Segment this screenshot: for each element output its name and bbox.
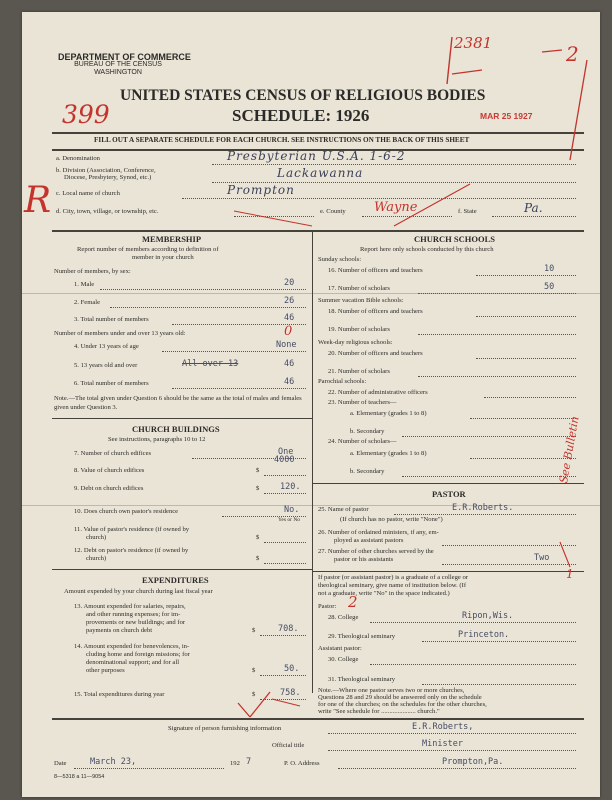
signature-label: Signature of person furnishing information <box>168 725 282 732</box>
q13-line-1: 13. Amount expended for salaries, repairs, <box>74 603 186 610</box>
q31-line <box>422 684 576 685</box>
q22-line <box>484 397 576 398</box>
city-label: d. City, town, village, or township, etc. <box>56 208 159 215</box>
summer-schools-label: Summer vacation Bible schools: <box>318 297 404 304</box>
q6-label: 6. Total number of members <box>74 380 149 387</box>
q20-line <box>476 358 576 359</box>
q20-label: 20. Number of officers and teachers <box>328 350 423 357</box>
q26-line-2: ployed as assistant pastors <box>334 537 404 544</box>
q25-note: (If church has no pastor, write "None") <box>340 516 443 523</box>
q25-value[interactable]: E.R.Roberts. <box>452 503 514 513</box>
q7-label: 7. Number of church edifices <box>74 450 152 457</box>
q2-value[interactable]: 26 <box>284 296 295 306</box>
q9-line <box>264 493 306 494</box>
q23a-line <box>470 418 576 419</box>
signature-value[interactable]: E.R.Roberts, <box>412 722 474 732</box>
q13-line-3: provements or new buildings; and for <box>86 619 186 626</box>
q8-line <box>264 475 306 476</box>
year-prefix: 192 <box>230 760 240 767</box>
q27-line-2: pastor or his assistants <box>334 556 394 563</box>
bureau-city: WASHINGTON <box>94 69 142 76</box>
q15-dollar: $ <box>252 691 256 698</box>
q11-label: 11. Value of pastor's residence (if owned by <box>74 526 190 533</box>
church-name-label: c. Local name of church <box>56 190 120 197</box>
margin-check-mark: 1 <box>566 567 574 581</box>
q12-label: 12. Debt on pastor's residence (if owned by <box>74 547 189 554</box>
q19-label: 19. Number of scholars <box>328 326 390 333</box>
po-address-value[interactable]: Prompton,Pa. <box>442 757 504 767</box>
membership-instruction-2: member in your church <box>132 254 194 261</box>
section-rule <box>52 418 312 419</box>
q5-value[interactable]: 46 <box>284 359 295 369</box>
q14-line-1: 14. Amount expended for benevolences, in- <box>74 643 190 650</box>
official-title-value[interactable]: Minister <box>422 739 463 749</box>
q17-value[interactable]: 50 <box>544 282 555 292</box>
membership-note: Note.—The total given under Question 6 should be the same as the total of males and females given under Question 3. <box>54 395 302 411</box>
received-date-stamp: MAR 25 1927 <box>480 111 533 121</box>
q1-label: 1. Male <box>74 281 95 288</box>
q17-label: 17. Number of scholars <box>328 285 390 292</box>
census-form <box>22 12 600 797</box>
q6-line <box>172 388 306 389</box>
official-title-label: Official title <box>272 742 305 749</box>
q15-value[interactable]: 758. <box>280 688 301 698</box>
section-rule <box>52 569 312 570</box>
q11-dollar: $ <box>256 534 260 541</box>
date-value[interactable]: March 23, <box>90 757 137 767</box>
q14-line-2: cluding home and foreign missions; for <box>86 651 190 658</box>
assistant-pastor-subheading: Assistant pastor: <box>318 645 362 652</box>
q23b-line <box>402 436 576 437</box>
q12-label-2: church) <box>86 555 107 562</box>
q13-line-2: and other running expenses; for im- <box>86 611 181 618</box>
red-stroke <box>570 60 587 160</box>
q16-line <box>476 275 576 276</box>
q5-label: 5. 13 years old and over <box>74 362 138 369</box>
red-stroke <box>234 211 312 226</box>
q3-value[interactable]: 46 <box>284 313 295 323</box>
q26-line-1: 26. Number of ordained ministers, if any, em- <box>318 529 439 536</box>
q2-line <box>110 307 306 308</box>
q13-value[interactable]: 708. <box>278 624 299 634</box>
q14-value[interactable]: 50. <box>284 664 300 674</box>
q7-value[interactable]: One <box>278 447 294 457</box>
q27-line <box>442 564 576 565</box>
q4-value[interactable]: None <box>276 340 297 350</box>
pastor-heading: PASTOR <box>432 489 466 499</box>
graduate-instruction-1: If pastor (or assistant pastor) is a graduate of a college or <box>318 574 468 581</box>
q18-line <box>476 316 576 317</box>
bureau-name: BUREAU OF THE CENSUS <box>74 61 162 68</box>
buildings-instruction: See instructions, paragraphs 10 to 12 <box>108 436 206 443</box>
q1-line <box>100 289 306 290</box>
pastor-red-mark: 2 <box>348 593 358 611</box>
margin-note: See Bulletin <box>557 415 582 485</box>
q27-line-1: 27. Number of other churches served by the <box>318 548 434 555</box>
q8-dollar: $ <box>256 467 260 474</box>
q9-value[interactable]: 120. <box>280 482 301 492</box>
q22-label: 22. Number of administrative officers <box>328 389 428 396</box>
q28-line <box>370 622 576 623</box>
q4-label: 4. Under 13 years of age <box>74 343 139 350</box>
date-line <box>74 768 224 769</box>
q18-label: 18. Number of officers and teachers <box>328 308 423 315</box>
membership-heading: MEMBERSHIP <box>142 234 202 244</box>
q29-value[interactable]: Princeton. <box>458 630 510 640</box>
q19-line <box>418 334 576 335</box>
q14-line-4: other purposes <box>86 667 125 674</box>
q12-dollar: $ <box>256 555 260 562</box>
q10-value[interactable]: No. <box>284 505 300 515</box>
q21-label: 21. Number of scholars <box>328 368 390 375</box>
section-rule <box>312 571 584 572</box>
members-by-sex-label: Number of members, by sex: <box>54 268 131 275</box>
q3-label: 3. Total number of members <box>74 316 149 323</box>
q4-correction: 0 <box>284 324 293 339</box>
q24-label: 24. Number of scholars— <box>328 438 397 445</box>
q27-value[interactable]: Two <box>534 553 550 563</box>
red-stroke <box>542 50 562 52</box>
left-margin-mark: R <box>24 180 52 221</box>
q1-value[interactable]: 20 <box>284 278 295 288</box>
date-label: Date <box>54 760 67 767</box>
q14-line <box>260 675 306 676</box>
left-file-number: 399 <box>62 100 110 129</box>
q23-label: 23. Number of teachers— <box>328 399 397 406</box>
top-right-number: 2381 <box>454 34 493 52</box>
red-stroke <box>272 699 300 706</box>
expenditures-heading: EXPENDITURES <box>142 575 209 585</box>
q25-label: 25. Name of pastor <box>318 506 369 513</box>
expenditures-instruction: Amount expended by your church during last fiscal year <box>64 588 213 595</box>
age-header: Number of members under and over 13 years old: <box>54 330 186 337</box>
state-label: f. State <box>458 208 477 215</box>
footer-rule <box>52 718 584 720</box>
form-code: 8—5318 a 11—9054 <box>54 774 105 780</box>
division-value[interactable]: Lackawanna <box>277 166 364 180</box>
q21-line <box>418 376 576 377</box>
state-value[interactable]: Pa. <box>524 201 543 215</box>
red-stroke <box>238 703 250 717</box>
weekday-schools-label: Week-day religious schools: <box>318 339 393 346</box>
q9-dollar: $ <box>256 485 260 492</box>
pastor-note-2: Questions 28 and 29 should be answered only on the schedule <box>318 694 482 701</box>
q12-line <box>264 563 306 564</box>
q6-value[interactable]: 46 <box>284 377 295 387</box>
church-name-value[interactable]: Prompton <box>227 183 295 197</box>
buildings-heading: CHURCH BUILDINGS <box>132 424 220 434</box>
q29-line <box>422 641 576 642</box>
graduate-instruction-2: theological seminary, give name of institution below. (If <box>318 582 467 589</box>
q23a-label: a. Elementary (grades 1 to 8) <box>350 410 427 417</box>
pastor-note-3: for one of the churches; on the schedules for the other churches, <box>318 701 487 708</box>
q9-label: 9. Debt on church edifices <box>74 485 144 492</box>
form-title: UNITED STATES CENSUS OF RELIGIOUS BODIES <box>120 87 486 104</box>
q13-line-4: payments on church debt <box>86 627 153 634</box>
signature-line <box>328 733 576 734</box>
schedule-title: SCHEDULE: 1926 <box>232 106 370 125</box>
q16-label: 16. Number of officers and teachers <box>328 267 423 274</box>
q15-label: 15. Total expenditures during year <box>74 691 165 698</box>
q24b-label: b. Secondary <box>350 468 385 475</box>
q13-line <box>260 635 306 636</box>
q4-line <box>162 351 306 352</box>
q11-line <box>264 542 306 543</box>
pastor-subheading: Pastor: <box>318 603 337 610</box>
q29-label: 29. Theological seminary <box>328 633 396 640</box>
q31-label: 31. Theological seminary <box>328 676 396 683</box>
q11-label-2: church) <box>86 534 107 541</box>
yes-or-no-hint: Yes or No <box>278 517 301 523</box>
q17-line <box>418 293 576 294</box>
q8-label: 8. Value of church edifices <box>74 467 145 474</box>
q8-value[interactable]: 4000 <box>274 455 295 465</box>
q25-line <box>394 514 576 515</box>
schools-heading: CHURCH SCHOOLS <box>414 234 495 244</box>
division-label-2: Diocese, Presbytery, Synod, etc.) <box>64 174 152 181</box>
q2-label: 2. Female <box>74 299 101 306</box>
q26-line <box>442 545 576 546</box>
membership-instruction: Report number of members according to definition of <box>77 246 219 253</box>
year-suffix[interactable]: 7 <box>246 757 252 767</box>
q24a-label: a. Elementary (grades 1 to 8) <box>350 450 427 457</box>
division-label: b. Division (Association, Conference, <box>56 167 156 174</box>
po-address-label: P. O. Address <box>284 760 320 767</box>
official-title-line <box>328 750 576 751</box>
denomination-value[interactable]: Presbyterian U.S.A. 1-6-2 <box>227 149 406 163</box>
department-name: DEPARTMENT OF COMMERCE <box>58 52 191 62</box>
graduate-instruction-3: not a graduate, write "No" in the space indicated.) <box>318 590 450 597</box>
schools-instruction: Report here only schools conducted by this church <box>360 246 494 253</box>
pastor-note-4: write "See schedule for ..................... church." <box>318 708 440 715</box>
q28-value[interactable]: Ripon,Wis. <box>462 611 514 621</box>
denomination-label: a. Denomination <box>56 155 100 162</box>
red-stroke <box>452 70 482 74</box>
q14-dollar: $ <box>252 667 256 674</box>
q24b-line <box>402 476 576 477</box>
q14-line-3: denominational support; and for all <box>86 659 180 666</box>
q10-label: 10. Does church own pastor's residence <box>74 508 179 515</box>
separate-schedule-instruction: FILL OUT A SEPARATE SCHEDULE FOR EACH CHURCH. SEE INSTRUCTIONS ON THE BACK OF THIS SHEET <box>94 136 470 144</box>
q30-label: 30. College <box>328 656 359 663</box>
q28-label: 28. College <box>328 614 359 621</box>
parochial-schools-label: Parochial schools: <box>318 378 367 385</box>
q30-line <box>370 664 576 665</box>
red-stroke <box>394 184 470 226</box>
q13-dollar: $ <box>252 627 256 634</box>
top-right-dash: 2 <box>566 42 579 66</box>
q15-line <box>260 699 306 700</box>
county-value[interactable]: Wayne <box>374 200 418 215</box>
section-rule <box>312 483 584 484</box>
sunday-schools-label: Sunday schools: <box>318 256 362 263</box>
county-label: e. County <box>320 208 346 215</box>
po-address-line <box>338 768 576 769</box>
pastor-note-1: Note.—Where one pastor serves two or more churches, <box>318 687 465 694</box>
q16-value[interactable]: 10 <box>544 264 555 274</box>
red-stroke <box>447 37 452 84</box>
q5-struck-text: All over 13 <box>182 359 239 369</box>
q23b-label: b. Secondary <box>350 428 385 435</box>
